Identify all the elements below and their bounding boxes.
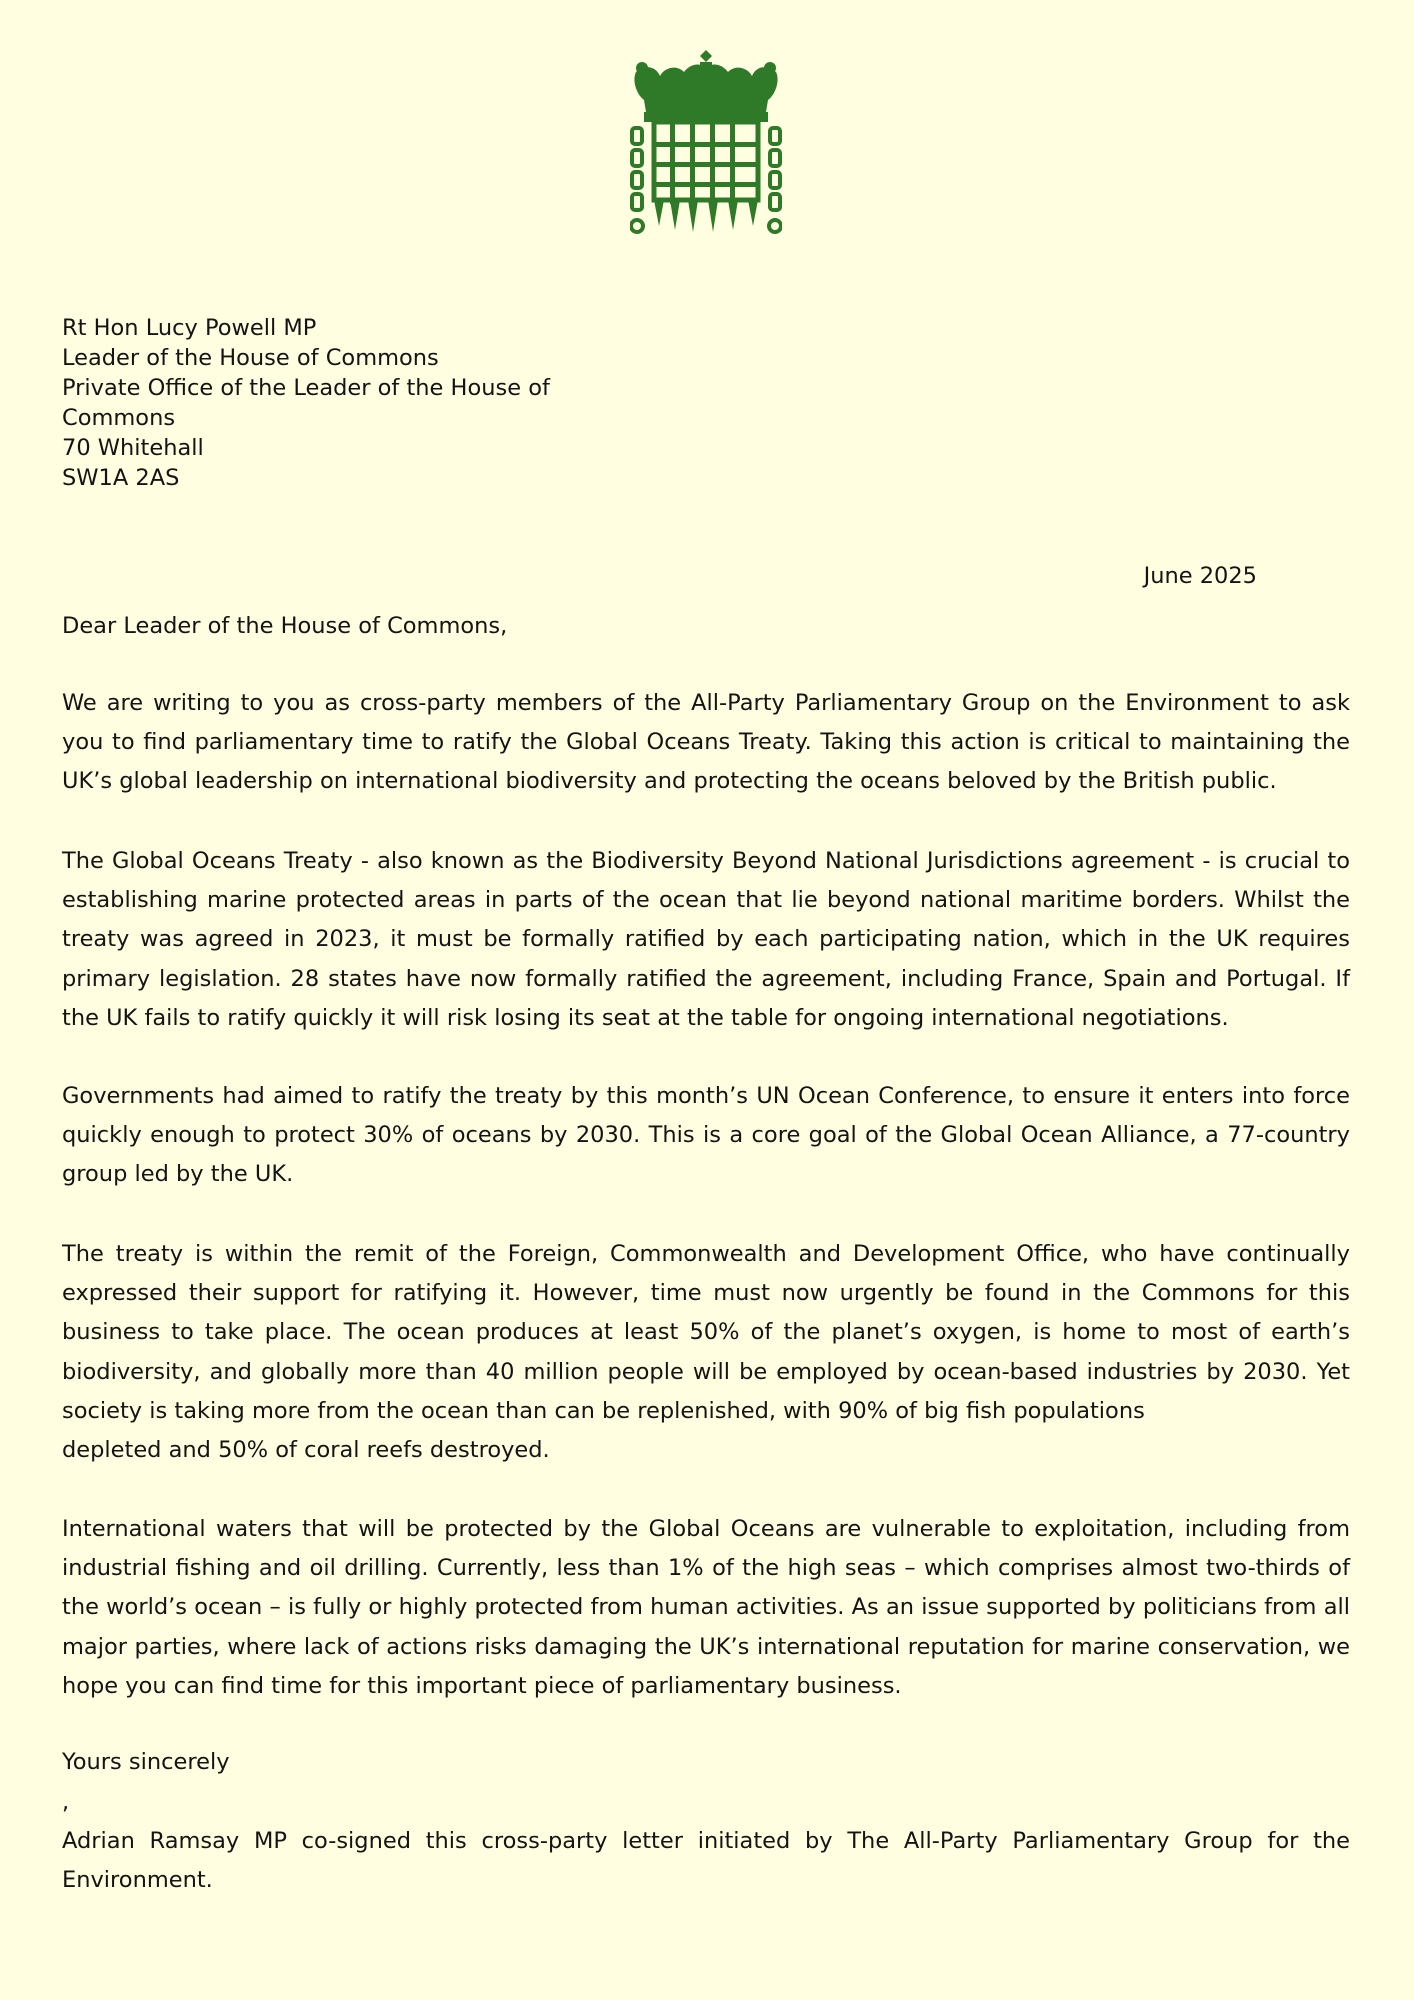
- letter-date: June 2025: [1143, 563, 1257, 589]
- recipient-title: Leader of the House of Commons: [62, 345, 439, 371]
- recipient-postcode: SW1A 2AS: [62, 465, 180, 491]
- body-paragraph-4: [62, 1235, 1350, 1470]
- body-paragraph-1: We are writing to you as cross-party members of the All-Party Parliamentary Group on the Environment to ask you to find parliamentary time to ratify the Global Oceans Treaty. Taking this action is critical to maintaining the UK’s global leadership on international biodiversity and protecting the oceans beloved by the British public.: [62, 690, 1350, 795]
- body-paragraph-2: The Global Oceans Treaty - also known as the Biodiversity Beyond National Jurisdictions agreement - is crucial to establishing marine protected areas in parts of the ocean that lie beyond national maritime borders. Whilst the treaty was agreed in 2023, it must be formally ratified by each participating nation, which in the UK requires primary legislation. 28 states have now formally ratified the agreement, including France, Spain and Portugal. If the UK fails to ratify quickly it will risk losing its seat at the table for ongoing international negotiations.: [62, 848, 1350, 1031]
- body-paragraph-3: Governments had aimed to ratify the treaty by this month’s UN Ocean Conference, to ensure it enters into force quickly enough to protect 30% of oceans by 2030. This is a core goal of the Global Ocean Alliance, a 77-country group led by the UK.: [62, 1083, 1350, 1188]
- recipient-name: Rt Hon Lucy Powell MP: [62, 315, 317, 341]
- body-paragraph-5: International waters that will be protected by the Global Oceans are vulnerable to exploitation, including from industrial fishing and oil drilling. Currently, less than 1% of the high seas – which comprises almost two-thirds of the world’s ocean – is fully or highly protected from human activities. As an issue supported by politicians from all major parties, where lack of actions risks damaging the UK’s international reputation for marine conservation, we hope you can find time for this important piece of parliamentary business.: [62, 1516, 1350, 1699]
- closing: Yours sincerely: [62, 1749, 230, 1775]
- recipient-street: 70 Whitehall: [62, 435, 204, 461]
- salutation: Dear Leader of the House of Commons,: [62, 613, 508, 639]
- recipient-address: [62, 313, 582, 493]
- body-paragraph-4-main: The treaty is within the remit of the Foreign, Commonwealth and Development Office, who have continually expressed their support for ratifying it. However, time must now urgently be found in the Commons for this business to take place. The ocean produces at least 50% of the planet’s oxygen, is home to most of earth’s biodiversity, and globally more than 40 million people will be employed by ocean-based industries by 2030. Yet society is taking more from the ocean than can be replenished, with 90% of big fish populations: [62, 1241, 1350, 1424]
- body-paragraph-4-end: depleted and 50% of coral reefs destroyed.: [62, 1437, 550, 1464]
- closing-comma: ,: [62, 1789, 70, 1815]
- signoff-note: Adrian Ramsay MP co-signed this cross-party letter initiated by The All-Party Parliamentary Group for the Environment.: [62, 1828, 1350, 1893]
- portcullis-crown-icon: [630, 50, 782, 236]
- recipient-office-line1: Private Office of the Leader of the House of: [62, 375, 550, 401]
- recipient-office-line2: Commons: [62, 405, 176, 431]
